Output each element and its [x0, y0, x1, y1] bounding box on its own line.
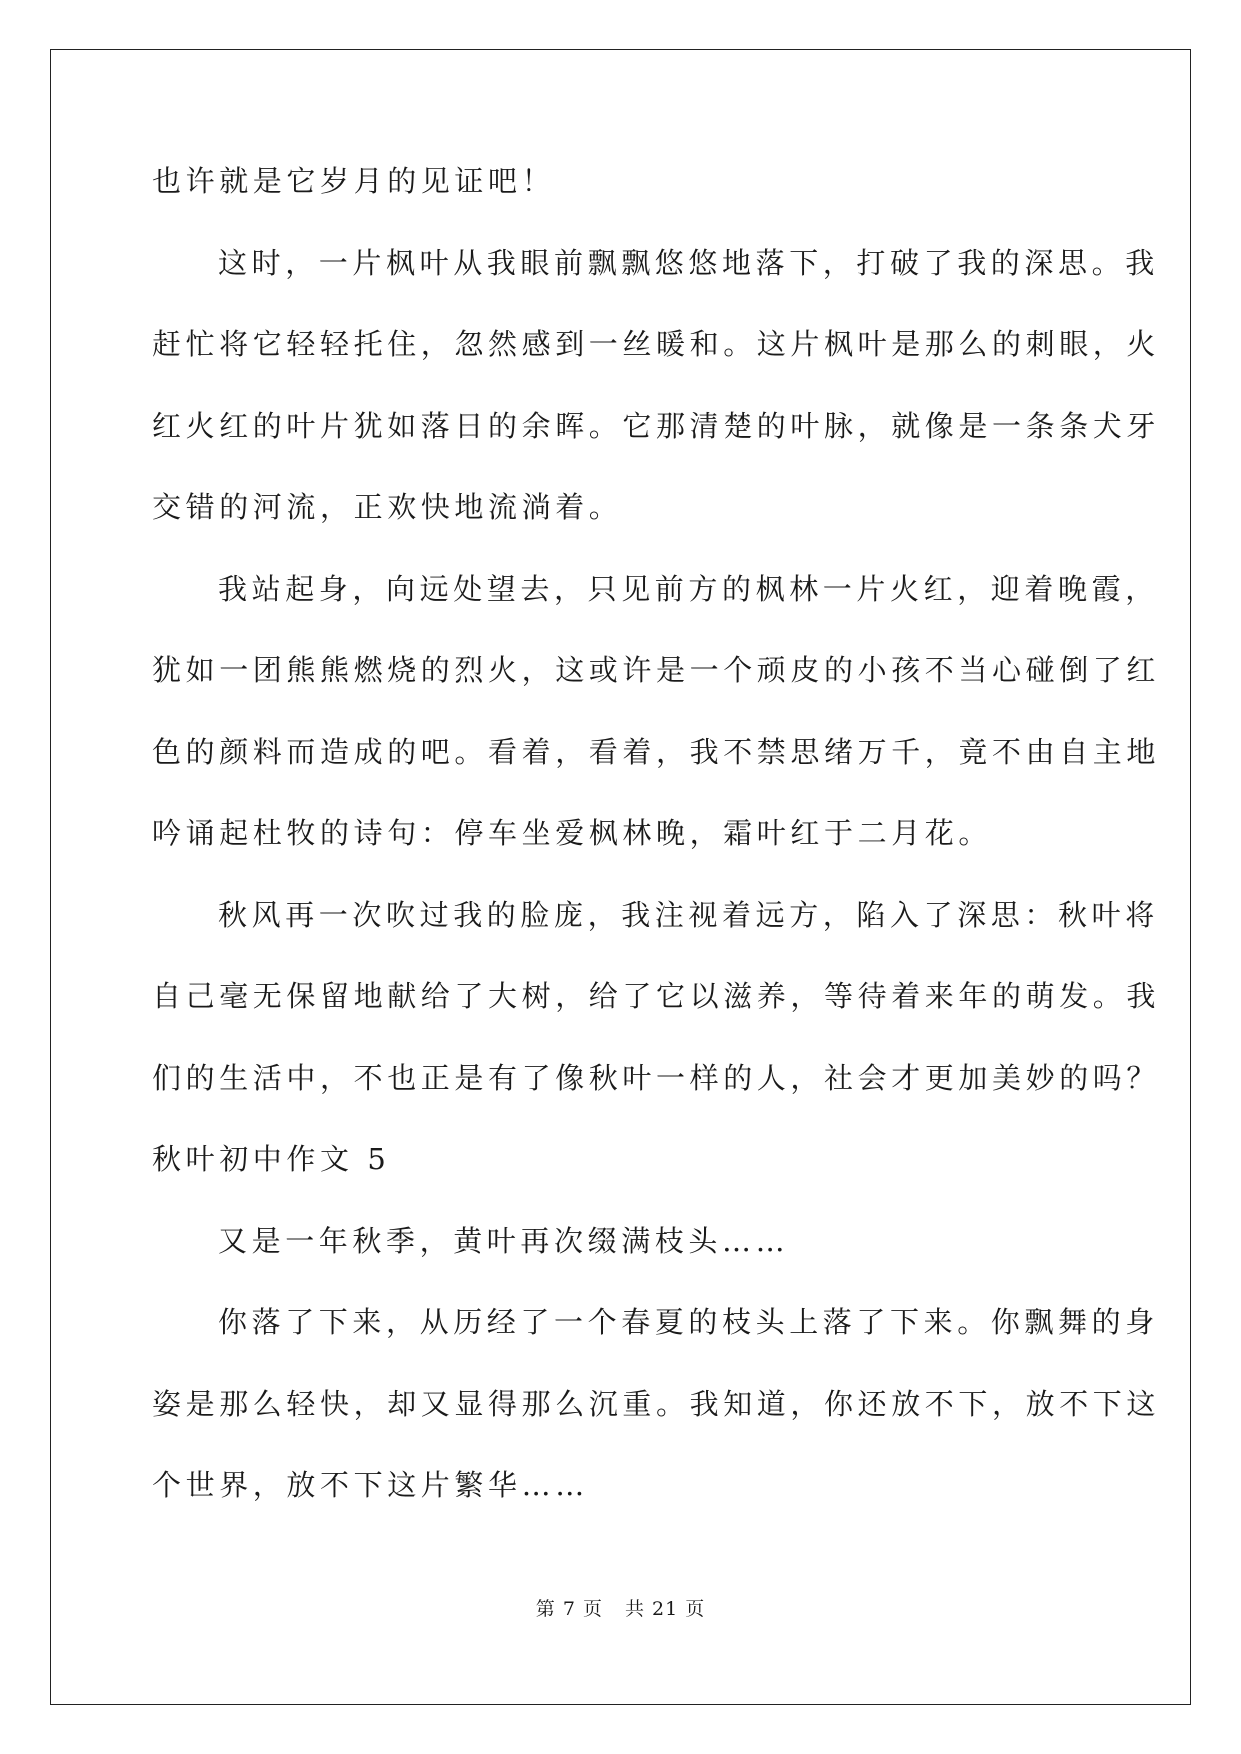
page-footer: [0, 1594, 1241, 1621]
section-heading: 秋叶初中作文 5: [152, 1142, 391, 1176]
text-line: 吟诵起杜牧的诗句：停车坐爱枫林晚，霜叶红于二月花。: [152, 816, 993, 850]
text-line: 交错的河流，正欢快地流淌着。: [152, 490, 623, 524]
text-line: 秋风再一次吹过我的脸庞，我注视着远方，陷入了深思：秋叶将: [218, 897, 1159, 932]
text-line: 赶忙将它轻轻托住，忽然感到一丝暖和。这片枫叶是那么的刺眼，火: [152, 327, 1161, 361]
text-line: 我站起身，向远处望去，只见前方的枫林一片火红，迎着晚霞，: [218, 571, 1159, 606]
text-line: 个世界，放不下这片繁华……: [152, 1468, 589, 1502]
text-line: 红火红的叶片犹如落日的余晖。它那清楚的叶脉，就像是一条条犬牙: [152, 408, 1161, 443]
text-line: 姿是那么轻快，却又显得那么沉重。我知道，你还放不下，放不下这: [152, 1386, 1161, 1421]
text-line: 自己毫无保留地献给了大树，给了它以滋养，等待着来年的萌发。我: [152, 979, 1161, 1013]
text-line: 犹如一团熊熊燃烧的烈火，这或许是一个顽皮的小孩不当心碰倒了红: [152, 653, 1161, 687]
text-line: 色的颜料而造成的吧。看着，看着，我不禁思绪万千，竟不由自主地: [152, 734, 1161, 769]
page-number: 第 7 页: [535, 1598, 603, 1620]
text-line: 你落了下来，从历经了一个春夏的枝头上落了下来。你飘舞的身: [218, 1305, 1159, 1339]
text-line: 也许就是它岁月的见证吧！: [152, 164, 556, 198]
page-total: 共 21 页: [624, 1598, 706, 1620]
document-body: [152, 160, 1161, 1546]
text-line: 又是一年秋季，黄叶再次缀满枝头……: [218, 1223, 790, 1258]
text-line: 这时，一片枫叶从我眼前飘飘悠悠地落下，打破了我的深思。我: [218, 245, 1159, 280]
text-line: 们的生活中，不也正是有了像秋叶一样的人，社会才更加美妙的吗？: [152, 1060, 1161, 1095]
